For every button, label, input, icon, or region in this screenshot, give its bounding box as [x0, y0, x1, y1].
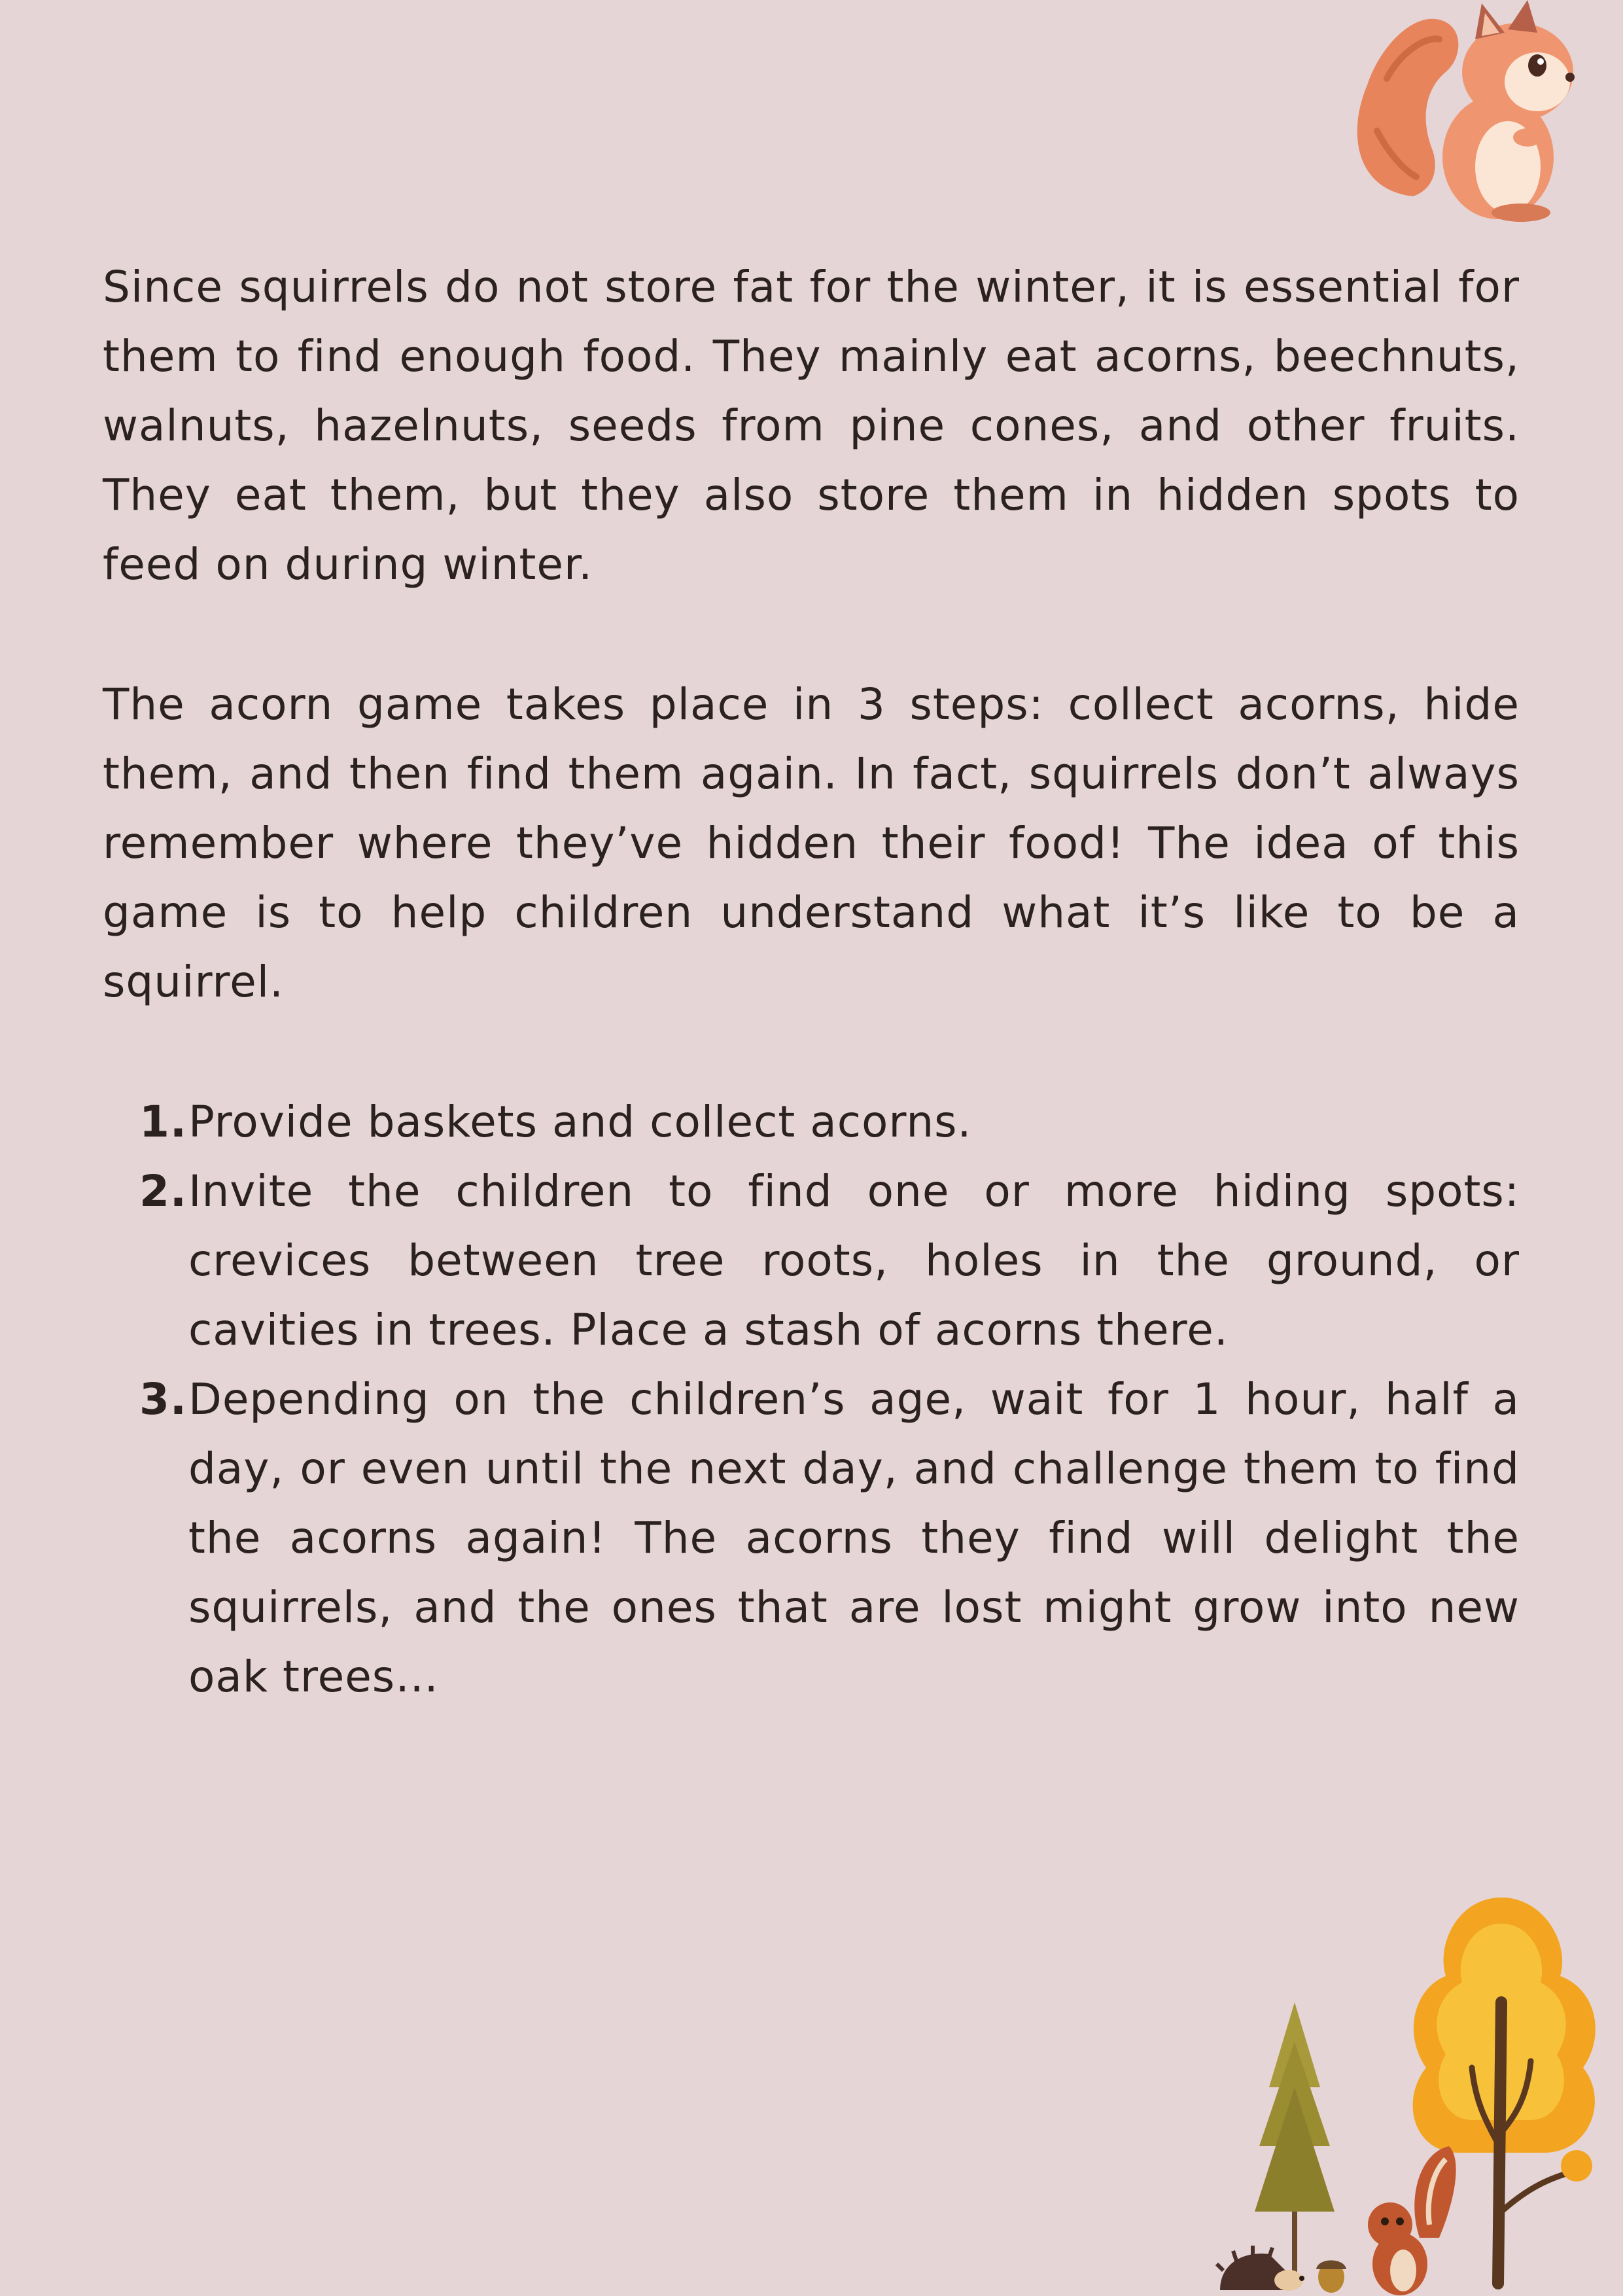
- pine-tree-icon: [1255, 2002, 1335, 2284]
- step-text: Provide baskets and collect acorns.: [188, 1097, 972, 1147]
- list-item: [103, 1157, 1520, 1365]
- paragraph-diet: Since squirrels do not store fat for the winter, it is essential for them to find enough food. They mainly eat acorns, beechnuts, walnuts, hazelnuts, seeds from pine cones, and other fruits. They eat them, but they also store them in hidden spots to feed on during winter.: [103, 262, 1520, 590]
- step-text: Depending on the children’s age, wait for 1 hour, half a day, or even until the next day, and challenge them to find the acorns again! The acorns they find will delight the squirrels, and the ones that are lost might grow into new oak trees…: [188, 1374, 1520, 1702]
- list-item: [103, 1087, 1520, 1157]
- autumn-forest-illustration: [1204, 1871, 1623, 2296]
- list-item: [103, 1365, 1520, 1712]
- chipmunk-icon: [1368, 2146, 1456, 2295]
- step-number: 3.: [139, 1374, 187, 1424]
- squirrel-illustration: [1341, 0, 1583, 222]
- steps-list: [103, 1087, 1520, 1712]
- step-number: 2.: [139, 1166, 187, 1216]
- step-text: Invite the children to find one or more hiding spots: crevices between tree roots, holes in the ground, or cavities in trees. Place a stash of acorns there.: [188, 1166, 1520, 1355]
- hedgehog-icon: [1217, 2246, 1304, 2291]
- paragraph-acorn-game: The acorn game takes place in 3 steps: collect acorns, hide them, and then find them again. In fact, squirrels don’t always remember where they’ve hidden their food! The idea of this game is to help children understand what it’s like to be a squirrel.: [103, 679, 1520, 1007]
- acorn-icon: [1316, 2261, 1346, 2293]
- step-number: 1.: [139, 1097, 187, 1147]
